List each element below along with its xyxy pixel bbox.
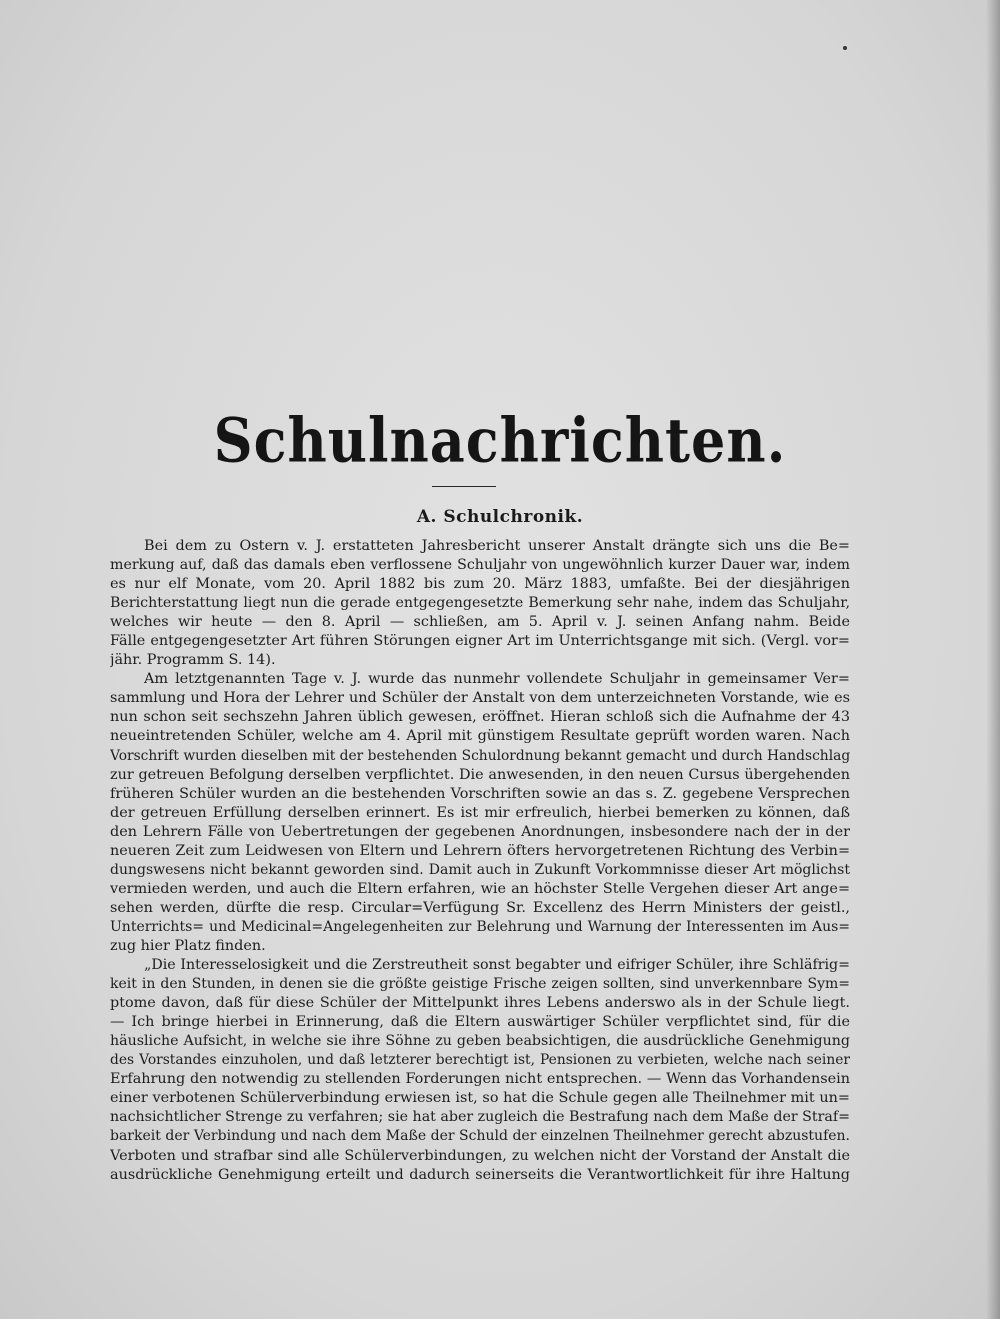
page-title: Schulnachrichten. <box>213 404 787 476</box>
text-line: zur getreuen Befolgung derselben verpflichtet. Die anwesenden, in den neuen Cursus übergehenden <box>110 766 850 783</box>
scan-speck <box>843 46 847 50</box>
body-text <box>110 537 850 1185</box>
text-line: ausdrückliche Genehmigung erteilt und dadurch seinerseits die Verantwortlichkeit für ihre Haltung <box>110 1166 850 1183</box>
text-line: zug hier Platz finden. <box>110 937 266 954</box>
text-line: der getreuen Erfüllung derselben erinnert. Es ist mir erfreulich, hierbei bemerken zu können, daß <box>110 804 850 821</box>
text-line: sehen werden, dürfte die resp. Circular=Verfügung Sr. Excellenz des Herrn Ministers der geistl., <box>110 899 850 916</box>
text-line: es nur elf Monate, vom 20. April 1882 bis zum 20. März 1883, umfaßte. Bei der diesjährigen <box>110 576 850 593</box>
text-line: einer verbotenen Schülerverbindung erwiesen ist, so hat die Schule gegen alle Theilnehmer mit un= <box>110 1090 850 1107</box>
text-line: keit in den Stunden, in denen sie die größte geistige Frische zeigen sollten, sind unverkennbare Sym= <box>110 976 850 993</box>
text-line: — Ich bringe hierbei in Erinnerung, daß die Eltern auswärtiger Schüler verpflichtet sind, für die <box>110 1014 850 1031</box>
text-line: Berichterstattung liegt nun die gerade entgegengesetzte Bemerkung sehr nahe, indem das Schuljahr, <box>110 595 850 612</box>
text-line: Verboten und strafbar sind alle Schülerverbindungen, zu welchen nicht der Vorstand der Anstalt die <box>110 1147 850 1164</box>
text-line: nun schon seit sechszehn Jahren üblich gewesen, eröffnet. Hieran schloß sich die Aufnahme der 43 <box>110 709 850 726</box>
text-line: barkeit der Verbindung und nach dem Maße der Schuld der einzelnen Theilnehmer gerecht abzustufen. <box>110 1128 850 1145</box>
text-line: ptome davon, daß für diese Schüler der Mittelpunkt ihres Lebens anderswo als in der Schule liegt. <box>110 995 850 1012</box>
section-heading: A. Schulchronik. <box>416 507 584 527</box>
text-line: nachsichtlicher Strenge zu verfahren; sie hat aber zugleich die Bestrafung nach dem Maße der Straf= <box>110 1109 850 1126</box>
page-edge-shadow <box>986 0 1000 1319</box>
text-line: Bei dem zu Ostern v. J. erstatteten Jahresbericht unserer Anstalt drängte sich uns die Be= <box>144 538 850 554</box>
text-line: „Die Interesselosigkeit und die Zerstreutheit sonst begabter und eifriger Schüler, ihre Schläfrig= <box>144 957 850 974</box>
title-divider <box>432 486 496 487</box>
text-line: früheren Schüler wurden an die bestehenden Vorschriften sowie an das s. Z. gegebene Versprechen <box>110 785 850 802</box>
text-line: Unterrichts= und Medicinal=Angelegenheiten zur Belehrung und Warnung der Interessenten im Aus= <box>110 918 850 935</box>
text-line: den Lehrern Fälle von Uebertretungen der gegebenen Anordnungen, insbesondere nach der in der <box>110 823 850 840</box>
text-line: neueren Zeit zum Leidwesen von Eltern und Lehrern öfters hervorgetretenen Richtung des Verbin= <box>110 842 850 859</box>
text-line: Vorschrift wurden dieselben mit der bestehenden Schulordnung bekannt gemacht und durch Handschlag <box>110 747 850 764</box>
text-line: neueintretenden Schüler, welche am 4. April mit günstigem Resultate geprüft worden waren. Nach <box>110 728 850 745</box>
text-line: Fälle entgegengesetzter Art führen Störungen eigner Art im Unterrichtsgange mit sich. (Vergl. vor= <box>110 633 850 650</box>
text-line: sammlung und Hora der Lehrer und Schüler der Anstalt von dem unterzeichneten Vorstande, wie es <box>110 690 850 707</box>
text-line: welches wir heute — den 8. April — schließen, am 5. April v. J. seinen Anfang nahm. Beide <box>110 614 850 631</box>
text-line: Am letztgenannten Tage v. J. wurde das nunmehr vollendete Schuljahr in gemeinsamer Ver= <box>144 671 850 688</box>
text-line: merkung auf, daß das damals eben verflossene Schuljahr von ungewöhnlich kurzer Dauer war, indem <box>110 557 850 574</box>
text-line: dungswesens nicht bekannt geworden sind. Damit auch in Zukunft Vorkommnisse dieser Art möglichst <box>110 861 850 878</box>
text-line: Erfahrung den notwendig zu stellenden Forderungen nicht entsprechen. — Wenn das Vorhandensein <box>110 1071 850 1088</box>
text-line: jähr. Programm S. 14). <box>110 652 276 669</box>
text-line: häusliche Aufsicht, in welche sie ihre Söhne zu geben beabsichtigen, die ausdrückliche Genehmigung <box>110 1033 850 1050</box>
text-line: des Vorstandes einzuholen, und daß letzterer berechtigt ist, Pensionen zu verbieten, welche nach seiner <box>110 1052 850 1069</box>
text-line: vermieden werden, und auch die Eltern erfahren, wie an höchster Stelle Vergehen dieser Art ange= <box>110 880 850 897</box>
